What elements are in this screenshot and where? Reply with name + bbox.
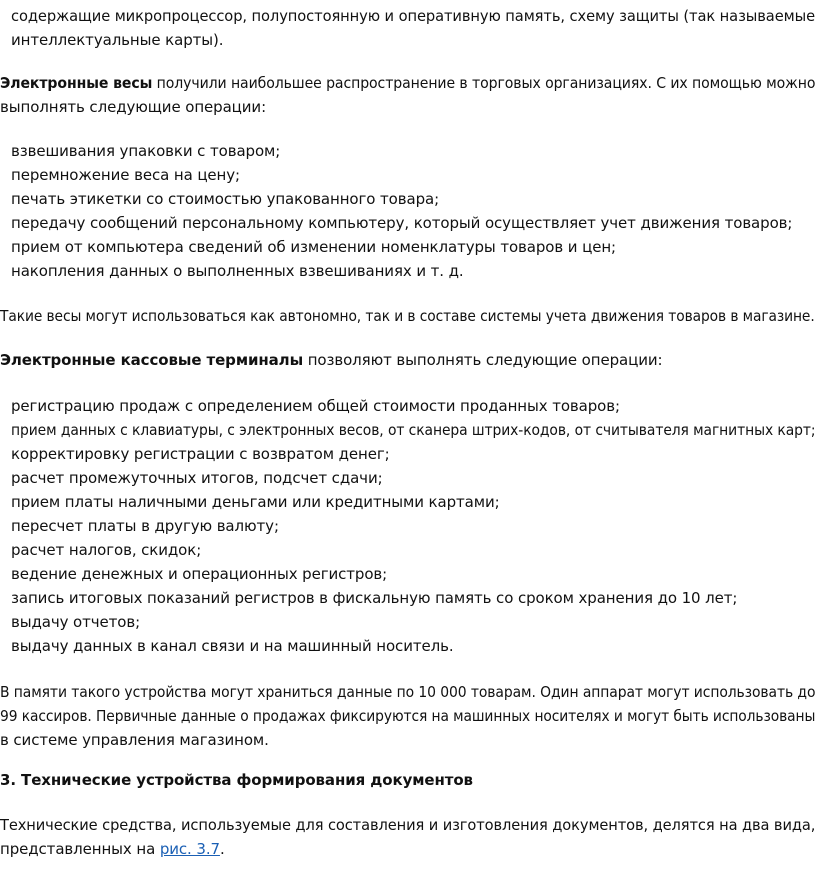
section3-line-1: Технические средства, используемые для составления и изготовления документов, делятся на два вида, [0,816,816,834]
list-item: выдачу данных в канал связи и на машинный носитель. [11,637,454,655]
scales-term: Электронные весы [0,74,153,92]
memory-paragraph-line-3: в системе управления магазином. [0,731,269,749]
terminals-intro [0,348,662,372]
intro-line-2: интеллектуальные карты). [11,31,224,49]
terminals-term: Электронные кассовые терминалы [0,351,304,369]
list-item: прием от компьютера сведений об изменении номенклатуры товаров и цен; [11,238,617,256]
intro-line-1: содержащие микропроцессор, полупостоянную и оперативную память, схему защиты (так называемые [11,7,816,25]
list-item: корректировку регистрации с возвратом денег; [11,445,390,463]
scales-summary: Такие весы могут использоваться как автономно, так и в составе системы учета движения товаров в магазине. [0,307,815,325]
scales-line1-rest: получили наибольшее распространение в торговых организациях. С их помощью можно [152,74,816,92]
list-item: взвешивания упаковки с товаром; [11,142,281,160]
scales-paragraph-line-2: выполнять следующие операции: [0,98,267,116]
list-item: прием платы наличными деньгами или кредитными картами; [11,493,500,511]
list-item: ведение денежных и операционных регистров; [11,565,388,583]
list-item: расчет налогов, скидок; [11,541,202,559]
list-item: передачу сообщений персональному компьютеру, который осуществляет учет движения товаров; [11,214,793,232]
list-item: регистрацию продаж с определением общей стоимости проданных товаров; [11,397,620,415]
list-item: пересчет платы в другую валюту; [11,517,279,535]
list-item: печать этикетки со стоимостью упакованного товара; [11,190,440,208]
scales-paragraph-line-1 [0,71,815,95]
section3-line2-prefix: представленных на [0,840,160,858]
section-heading: 3. Технические устройства формирования документов [0,771,473,789]
memory-paragraph-line-2: 99 кассиров. Первичные данные о продажах фиксируются на машинных носителях и могут быть использованы [0,707,816,725]
list-item: перемножение веса на цену; [11,166,240,184]
figure-link[interactable]: рис. 3.7 [159,840,220,858]
list-item: запись итоговых показаний регистров в фискальную память со сроком хранения до 10 лет; [11,589,738,607]
memory-paragraph-line-1: В памяти такого устройства могут храниться данные по 10 000 товарам. Один аппарат могут использовать до [0,683,816,701]
list-item: прием данных с клавиатуры, с электронных весов, от сканера штрих-кодов, от считывателя магнитных карт; [11,421,816,439]
list-item: накопления данных о выполненных взвешиваниях и т. д. [11,262,464,280]
section3-line-2 [0,837,225,861]
list-item: выдачу отчетов; [11,613,141,631]
list-item: расчет промежуточных итогов, подсчет сдачи; [11,469,383,487]
terminals-intro-rest: позволяют выполнять следующие операции: [303,351,663,369]
section3-line2-suffix: . [219,840,225,858]
